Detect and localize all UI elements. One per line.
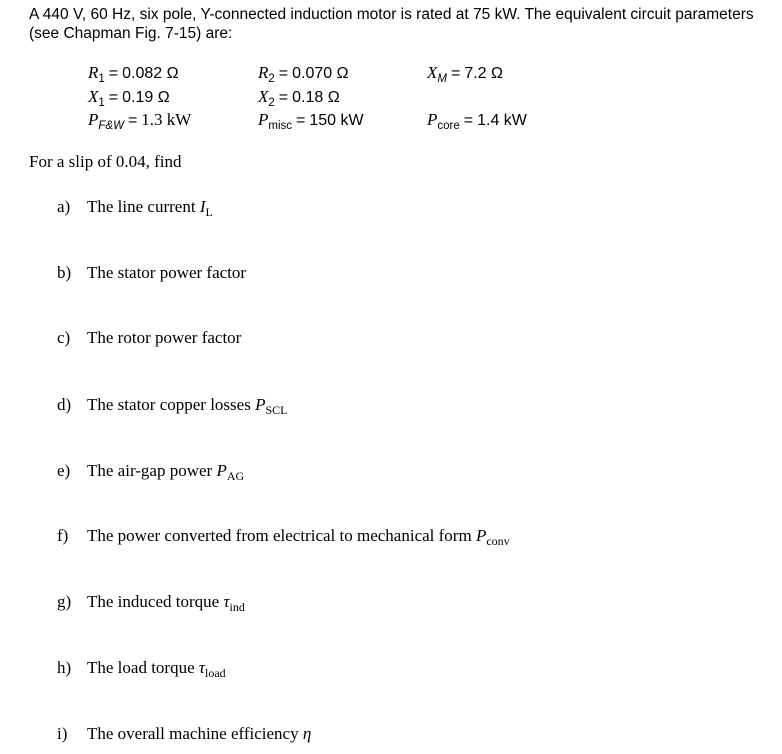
list-item-f [57,526,510,546]
param-x1: $X_1 = 0.19$ Ω [88,87,170,109]
param-pfw: $P_{F\&W} = 1.3$ kW [88,110,192,132]
item-symbol: P [255,395,266,414]
item-text: The rotor power factor [87,328,242,347]
item-subscript: conv [486,534,510,548]
param-pcore-value: 1.4 kW [477,112,527,129]
item-text: The induced torque [87,592,224,611]
param-r2-value: 0.070 Ω [292,65,349,82]
list-item-h [57,658,226,678]
param-x2-value: 0.18 Ω [292,89,340,106]
param-r1-subscript: 1 [98,73,105,85]
item-symbol: P [475,526,487,545]
list-item-d [57,395,287,415]
param-pmisc-value: 150 kW [309,112,364,129]
param-pcore-symbol: P [427,110,438,129]
param-r2: $R_2 = 0.070$ Ω [258,63,349,85]
item-text: The line current [87,197,200,216]
param-xm-subscript: M [437,73,447,85]
param-pfw-value: 1.3 kW [141,110,192,129]
item-subscript: SCL [265,403,288,417]
param-x1-value: 0.19 Ω [122,89,170,106]
param-xm-symbol: X [427,63,438,82]
param-r2-subscript: 2 [268,73,275,85]
item-letter: g) [57,592,72,611]
item-letter: i) [57,724,68,743]
list-item-c [57,328,241,348]
param-pmisc-subscript: misc [268,120,293,132]
list-item-b [57,263,246,283]
param-pmisc: $P_{misc} = 150$ kW [258,110,364,132]
item-text: The load torque [87,658,199,677]
item-text: The overall machine efficiency [87,724,303,743]
item-symbol: τ [198,658,205,677]
item-letter: e) [57,461,71,480]
item-symbol: I [199,197,206,216]
item-symbol: P [216,461,227,480]
item-letter: d) [57,395,72,414]
item-subscript: ind [229,600,245,614]
param-x2: $X_2 = 0.18$ Ω [258,87,340,109]
param-x2-symbol: X [258,87,269,106]
item-letter: b) [57,263,72,282]
param-x1-subscript: 1 [98,97,105,109]
problem-intro: A 440 V, 60 Hz, six pole, Y-connected induction motor is rated at 75 kW. The equivalent circuit parameters (see Chapman Fig. 7-15) are: [29,6,754,42]
list-item-e [57,461,244,481]
param-x2-subscript: 2 [268,97,275,109]
item-text: The stator copper losses [87,395,256,414]
item-text: The air-gap power [87,461,217,480]
param-xm: $X_M = 7.2$ Ω [427,63,503,85]
param-r1-symbol: R [88,63,99,82]
item-subscript: load [204,666,226,680]
param-pfw-subscript: F&W [98,120,124,132]
list-item-i [57,724,311,744]
param-r2-symbol: R [258,63,269,82]
param-r1-value: 0.082 Ω [122,65,179,82]
item-symbol: τ [223,592,230,611]
item-text: The power converted from electrical to mechanical form [87,526,476,545]
param-pcore-subscript: core [437,120,460,132]
param-xm-value: 7.2 Ω [464,65,503,82]
item-text: The stator power factor [87,263,247,282]
param-x1-symbol: X [88,87,99,106]
list-item-a [57,197,213,217]
param-r1: $R_1 = 0.082$ Ω [88,63,179,85]
param-pfw-symbol: P [88,110,99,129]
item-letter: f) [57,526,69,545]
item-letter: c) [57,328,71,347]
item-letter: h) [57,658,72,677]
item-subscript: L [205,205,213,219]
item-symbol: η [302,724,312,743]
question-prompt: For a slip of 0.04, find [29,152,182,171]
item-letter: a) [57,197,71,216]
param-pmisc-symbol: P [258,110,269,129]
param-pcore: $P_{core} = 1.4$ kW [427,110,527,132]
item-subscript: AG [226,469,245,483]
list-item-g [57,592,245,612]
